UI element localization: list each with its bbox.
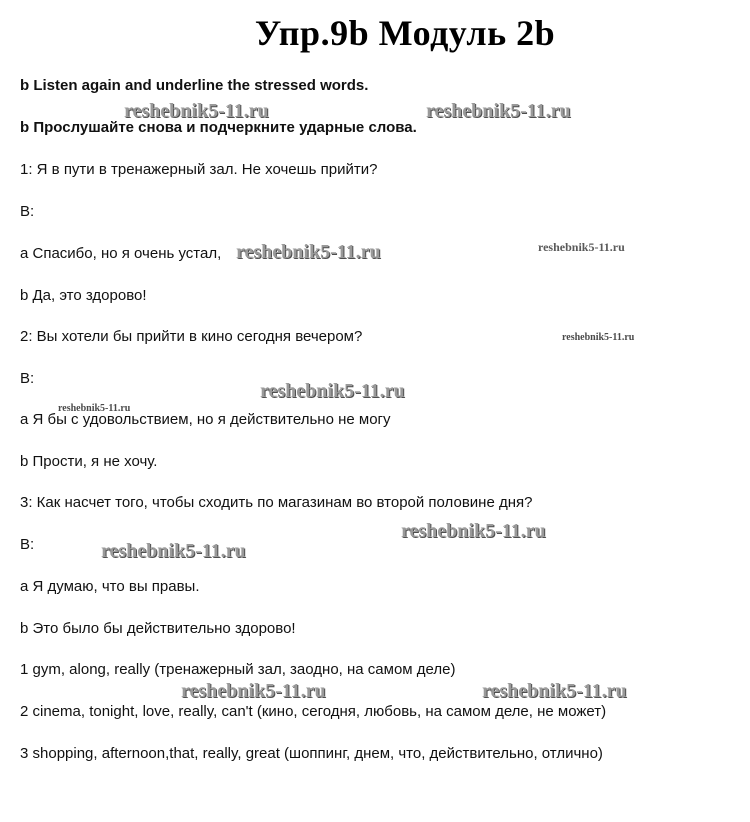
instruction-russian: b Прослушайте снова и подчеркните ударные слова. [20,119,417,136]
watermark: reshebnik5-11.ru [260,380,405,402]
dialogue-1-prompt: 1: Я в пути в тренажерный зал. Не хочешь прийти? [20,161,378,178]
watermark: reshebnik5-11.ru [181,680,326,702]
dialogue-2-prompt: 2: Вы хотели бы прийти в кино сегодня вечером? [20,328,363,345]
dialogue-3-option-a: a Я думаю, что вы правы. [20,578,200,595]
dialogue-3-option-b: b Это было бы действительно здорово! [20,620,296,637]
dialogue-2-b-label: B: [20,370,35,387]
dialogue-1-option-b: b Да, это здорово! [20,287,147,304]
answer-2: 2 cinema, tonight, love, really, can't (кино, сегодня, любовь, на самом деле, не может) [20,703,607,720]
watermark: reshebnik5-11.ru [401,520,546,542]
dialogue-2-option-b: b Прости, я не хочу. [20,453,158,470]
answer-3: 3 shopping, afternoon,that, really, great (шоппинг, днем, что, действительно, отлично) [20,745,603,762]
watermark: reshebnik5-11.ru [562,332,635,343]
dialogue-1-option-a: a Спасибо, но я очень устал, [20,245,222,262]
watermark: reshebnik5-11.ru [236,241,381,263]
dialogue-2-option-a: a Я бы с удовольствием, но я действительно не могу [20,411,391,428]
watermark: reshebnik5-11.ru [58,403,131,414]
dialogue-1-b-label: B: [20,203,35,220]
watermark: reshebnik5-11.ru [124,100,269,122]
watermark: reshebnik5-11.ru [482,680,627,702]
page-title: Упр.9b Модуль 2b [254,13,556,53]
watermark: reshebnik5-11.ru [101,540,246,562]
answer-1: 1 gym, along, really (тренажерный зал, заодно, на самом деле) [20,661,456,678]
dialogue-3-prompt: 3: Как насчет того, чтобы сходить по магазинам во второй половине дня? [20,494,533,511]
watermark: reshebnik5-11.ru [538,240,625,254]
dialogue-3-b-label: B: [20,536,35,553]
watermark: reshebnik5-11.ru [426,100,571,122]
instruction-english: b Listen again and underline the stressed words. [20,77,369,94]
